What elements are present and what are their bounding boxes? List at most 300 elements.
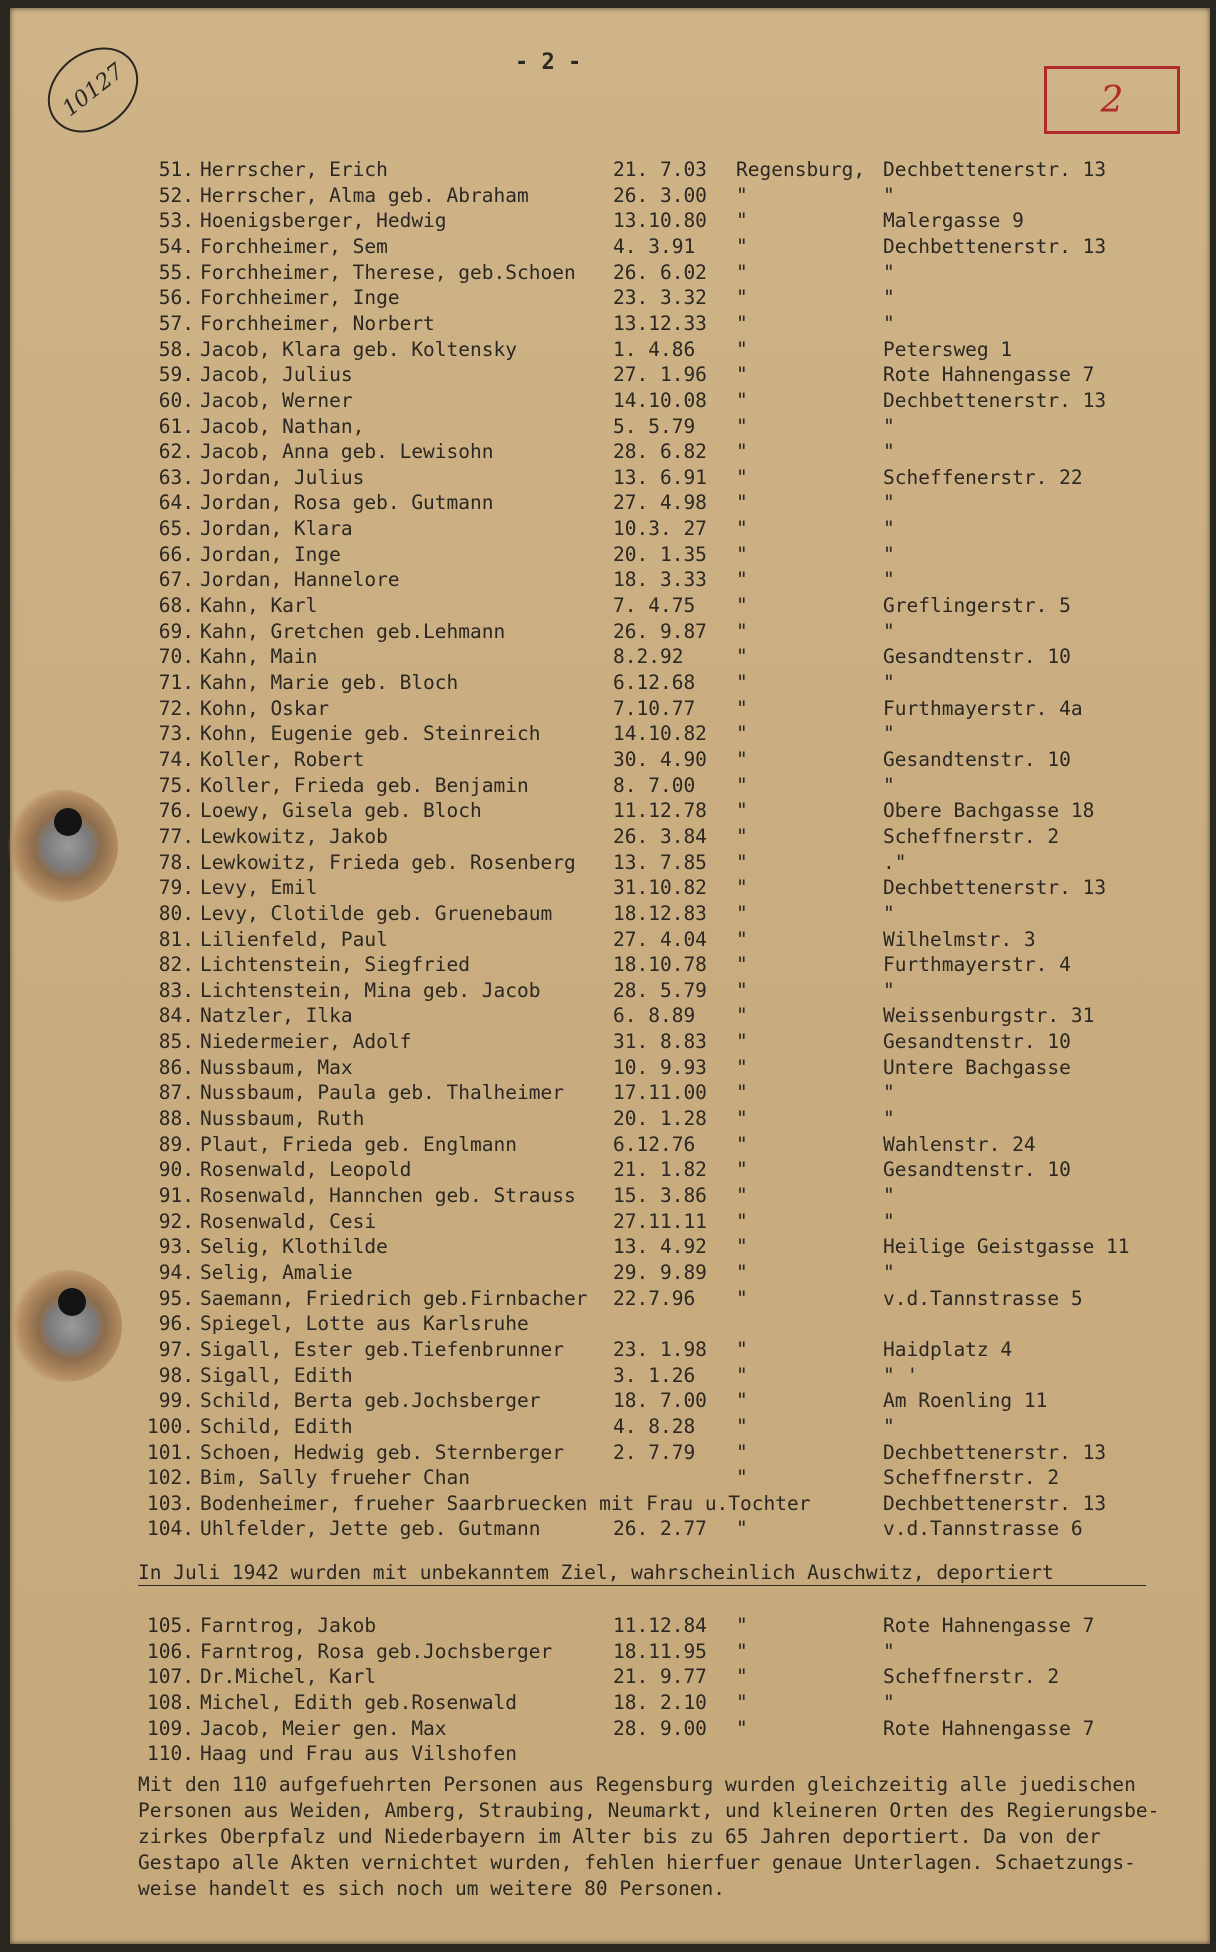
address: Dechbettenerstr. 13 xyxy=(883,1491,1107,1515)
address: Gesandtenstr. 10 xyxy=(883,747,1071,771)
entry-number: 82. xyxy=(158,953,194,977)
entry-number: 95. xyxy=(158,1286,194,1310)
entry-number: 84. xyxy=(158,1004,194,1028)
entry-number: 110. xyxy=(147,1742,194,1766)
address: Untere Bachgasse xyxy=(883,1055,1071,1079)
list-item xyxy=(10,415,1210,439)
list-item xyxy=(10,1517,1210,1541)
city: " xyxy=(736,1337,748,1361)
person-name: Uhlfelder, Jette geb. Gutmann xyxy=(200,1517,541,1541)
birth-date: 11.12.78 xyxy=(613,799,707,823)
entry-number: 53. xyxy=(158,209,194,233)
closing-line: zirkes Oberpfalz und Niederbayern im Alter bis zu 65 Jahren deportiert. Da von der xyxy=(138,1825,1101,1848)
birth-date: 17.11.00 xyxy=(613,1081,707,1105)
list-item xyxy=(10,1691,1210,1715)
city: " xyxy=(736,824,748,848)
birth-date: 14.10.82 xyxy=(613,722,707,746)
birth-date: 26. 2.77 xyxy=(613,1517,707,1541)
address: Dechbettenerstr. 13 xyxy=(883,1440,1107,1464)
city: " xyxy=(736,311,748,335)
city: " xyxy=(736,747,748,771)
address: Weissenburgstr. 31 xyxy=(883,1004,1095,1028)
box-number-stamp xyxy=(1044,66,1180,134)
city: " xyxy=(736,260,748,284)
person-name: Haag und Frau aus Vilshofen xyxy=(200,1742,517,1766)
birth-date: 18. 2.10 xyxy=(613,1690,707,1714)
entry-number: 76. xyxy=(158,799,194,823)
person-name: Jacob, Anna geb. Lewisohn xyxy=(200,440,494,464)
entry-number: 57. xyxy=(158,311,194,335)
address: " xyxy=(883,440,895,464)
person-name: Herrscher, Alma geb. Abraham xyxy=(200,183,529,207)
birth-date: 4. 3.91 xyxy=(613,234,696,258)
closing-line: Gestapo alle Akten vernichtet wurden, fehlen hierfuer genaue Unterlagen. Schaetzungs- xyxy=(138,1851,1136,1874)
list-item xyxy=(10,286,1210,310)
list-item xyxy=(10,466,1210,490)
person-name: Jacob, Nathan, xyxy=(200,414,365,438)
person-name: Rosenwald, Hannchen geb. Strauss xyxy=(200,1184,576,1207)
birth-date: 11.12.84 xyxy=(613,1614,707,1637)
address: Heilige Geistgasse 11 xyxy=(883,1235,1130,1259)
list-item xyxy=(10,722,1210,746)
entry-number: 67. xyxy=(158,568,194,592)
address: Dechbettenerstr. 13 xyxy=(883,876,1107,900)
list-item xyxy=(10,902,1210,926)
address: Dechbettenerstr. 13 xyxy=(883,388,1107,412)
address: " xyxy=(883,517,895,541)
entry-number: 97. xyxy=(158,1337,194,1361)
entry-number: 81. xyxy=(158,927,194,951)
person-name: Niedermeier, Adolf xyxy=(200,1030,412,1054)
person-name: Kahn, Marie geb. Bloch xyxy=(200,671,459,694)
city: " xyxy=(736,1639,748,1663)
list-item xyxy=(10,697,1210,721)
birth-date: 26. 9.87 xyxy=(613,619,707,643)
closing-paragraph xyxy=(138,1772,1198,1902)
list-item xyxy=(10,774,1210,798)
city: " xyxy=(736,1004,748,1028)
entry-number: 108. xyxy=(147,1690,194,1714)
birth-date: 26. 3.84 xyxy=(613,824,707,848)
person-name: Forchheimer, Sem xyxy=(200,234,388,258)
person-name: Kahn, Karl xyxy=(200,594,318,618)
list-item xyxy=(10,1466,1210,1490)
address: Haidplatz 4 xyxy=(883,1337,1013,1361)
list-item xyxy=(10,1492,1210,1516)
address: " xyxy=(883,722,895,746)
city: " xyxy=(736,1690,748,1714)
city: " xyxy=(736,1614,748,1637)
city: " xyxy=(736,1184,748,1207)
birth-date: 18.12.83 xyxy=(613,901,707,925)
person-name: Kohn, Eugenie geb. Steinreich xyxy=(200,722,541,746)
file-number-stamp xyxy=(31,30,155,150)
person-name: Spiegel, Lotte aus Karlsruhe xyxy=(200,1312,529,1336)
person-name: Lichtenstein, Mina geb. Jacob xyxy=(200,978,541,1002)
address: ." xyxy=(883,850,907,874)
person-name: Jacob, Klara geb. Koltensky xyxy=(200,337,517,361)
person-name: Kahn, Main xyxy=(200,645,318,669)
person-name: Nussbaum, Ruth xyxy=(200,1107,365,1131)
list-item xyxy=(10,261,1210,285)
address: Greflingerstr. 5 xyxy=(883,594,1071,618)
city: " xyxy=(736,542,748,566)
city: " xyxy=(736,337,748,361)
list-item xyxy=(10,1107,1210,1131)
person-name: Jacob, Julius xyxy=(200,363,353,387)
address: Wilhelmstr. 3 xyxy=(883,927,1036,951)
city: " xyxy=(736,388,748,412)
entry-number: 78. xyxy=(158,850,194,874)
person-name: Schoen, Hedwig geb. Sternberger xyxy=(200,1440,564,1464)
person-name: Kahn, Gretchen geb.Lehmann xyxy=(200,619,506,643)
city: " xyxy=(736,363,748,387)
entry-number: 106. xyxy=(147,1639,194,1663)
city: " xyxy=(736,901,748,925)
entry-number: 63. xyxy=(158,465,194,489)
address: " xyxy=(883,491,895,515)
birth-date: 20. 1.28 xyxy=(613,1107,707,1131)
birth-date: 28. 6.82 xyxy=(613,440,707,464)
person-name: Rosenwald, Leopold xyxy=(200,1158,412,1182)
person-name: Hoenigsberger, Hedwig xyxy=(200,209,447,233)
city: " xyxy=(736,722,748,746)
address: Gesandtenstr. 10 xyxy=(883,1030,1071,1054)
entry-number: 83. xyxy=(158,978,194,1002)
list-item xyxy=(10,1287,1210,1311)
birth-date: 23. 3.32 xyxy=(613,286,707,310)
city: " xyxy=(736,1389,748,1413)
city: " xyxy=(736,1363,748,1387)
person-name: Kohn, Oskar xyxy=(200,696,330,720)
closing-line: Mit den 110 aufgefuehrten Personen aus Regensburg wurden gleichzeitig alle juedischen xyxy=(138,1773,1136,1796)
entry-number: 86. xyxy=(158,1055,194,1079)
birth-date: 18.11.95 xyxy=(613,1639,707,1663)
entry-number: 92. xyxy=(158,1209,194,1233)
city: " xyxy=(736,183,748,207)
birth-date: 26. 6.02 xyxy=(613,260,707,284)
person-name: Koller, Robert xyxy=(200,747,365,771)
list-item xyxy=(10,1235,1210,1259)
entry-number: 87. xyxy=(158,1081,194,1105)
page-number: - 2 - xyxy=(515,50,582,75)
punch-hole xyxy=(10,1270,122,1382)
city: " xyxy=(736,1158,748,1182)
address: " xyxy=(883,1184,895,1207)
city: " xyxy=(736,799,748,823)
birth-date: 27. 1.96 xyxy=(613,363,707,387)
birth-date: 8. 7.00 xyxy=(613,773,696,797)
entry-number: 70. xyxy=(158,645,194,669)
file-number: 10127 xyxy=(57,58,129,122)
entry-number: 58. xyxy=(158,337,194,361)
city: " xyxy=(736,209,748,233)
entry-number: 66. xyxy=(158,542,194,566)
city: " xyxy=(736,645,748,669)
address: " xyxy=(883,1081,895,1105)
address: Scheffnerstr. 2 xyxy=(883,1466,1060,1490)
closing-line: weise handelt es sich noch um weitere 80 Personen. xyxy=(138,1877,725,1900)
address: " xyxy=(883,1260,895,1284)
list-item xyxy=(10,645,1210,669)
list-item xyxy=(10,1665,1210,1689)
birth-date: 6.12.68 xyxy=(613,671,696,694)
entry-number: 98. xyxy=(158,1363,194,1387)
person-name: Forchheimer, Inge xyxy=(200,286,400,310)
city: " xyxy=(736,1209,748,1233)
address: v.d.Tannstrasse 6 xyxy=(883,1517,1083,1541)
birth-date: 20. 1.35 xyxy=(613,542,707,566)
city: " xyxy=(736,1466,748,1490)
list-item xyxy=(10,235,1210,259)
address: Dechbettenerstr. 13 xyxy=(883,158,1107,181)
city: " xyxy=(736,1440,748,1464)
address: " xyxy=(883,619,895,643)
address: " xyxy=(883,542,895,566)
city: " xyxy=(736,876,748,900)
list-item xyxy=(10,1210,1210,1234)
person-name: Jordan, Hannelore xyxy=(200,568,400,592)
city: " xyxy=(736,465,748,489)
list-item xyxy=(10,1184,1210,1208)
address: " xyxy=(883,1107,895,1131)
entry-number: 80. xyxy=(158,901,194,925)
entry-number: 65. xyxy=(158,517,194,541)
person-name: Rosenwald, Cesi xyxy=(200,1209,377,1233)
person-name: Plaut, Frieda geb. Englmann xyxy=(200,1132,517,1156)
address: " xyxy=(883,311,895,335)
birth-date: 26. 3.00 xyxy=(613,183,707,207)
birth-date: 14.10.08 xyxy=(613,388,707,412)
list-item xyxy=(10,363,1210,387)
entry-number: 75. xyxy=(158,773,194,797)
person-name: Natzler, Ilka xyxy=(200,1004,353,1028)
address: " xyxy=(883,286,895,310)
person-name: Loewy, Gisela geb. Bloch xyxy=(200,799,482,823)
entry-number: 51. xyxy=(158,158,194,181)
list-item xyxy=(10,953,1210,977)
address: " xyxy=(883,1209,895,1233)
list-item xyxy=(10,799,1210,823)
list-item xyxy=(10,1261,1210,1285)
city: " xyxy=(736,1517,748,1541)
city: " xyxy=(736,1665,748,1689)
birth-date: 8.2.92 xyxy=(613,645,684,669)
person-name: Bodenheimer, frueher Saarbruecken mit Frau u.Tochter xyxy=(200,1491,811,1515)
person-name: Farntrog, Rosa geb.Jochsberger xyxy=(200,1639,553,1663)
person-name: Forchheimer, Therese, geb.Schoen xyxy=(200,260,576,284)
city: " xyxy=(736,671,748,694)
birth-date: 21. 7.03 xyxy=(613,158,707,181)
birth-date: 13. 4.92 xyxy=(613,1235,707,1259)
person-name: Jordan, Julius xyxy=(200,465,365,489)
list-item xyxy=(10,1441,1210,1465)
person-name: Lilienfeld, Paul xyxy=(200,927,388,951)
address: " xyxy=(883,568,895,592)
list-item xyxy=(10,979,1210,1003)
entry-number: 101. xyxy=(147,1440,194,1464)
person-name: Jacob, Meier gen. Max xyxy=(200,1716,447,1740)
address: " xyxy=(883,1690,895,1714)
city: " xyxy=(736,978,748,1002)
person-name: Forchheimer, Norbert xyxy=(200,311,435,335)
list-item xyxy=(10,1004,1210,1028)
person-name: Schild, Edith xyxy=(200,1414,353,1438)
city: " xyxy=(736,1081,748,1105)
entry-number: 105. xyxy=(147,1614,194,1637)
list-item xyxy=(10,1742,1210,1766)
entry-number: 69. xyxy=(158,619,194,643)
entry-number: 109. xyxy=(147,1716,194,1740)
birth-date: 29. 9.89 xyxy=(613,1260,707,1284)
birth-date: 2. 7.79 xyxy=(613,1440,696,1464)
list-item xyxy=(10,1133,1210,1157)
birth-date: 18. 7.00 xyxy=(613,1389,707,1413)
city: " xyxy=(736,517,748,541)
list-item xyxy=(10,338,1210,362)
birth-date: 22.7.96 xyxy=(613,1286,696,1310)
list-item xyxy=(10,184,1210,208)
birth-date: 7. 4.75 xyxy=(613,594,696,618)
address: " xyxy=(883,773,895,797)
birth-date: 18. 3.33 xyxy=(613,568,707,592)
punch-hole xyxy=(6,790,118,902)
birth-date: 28. 5.79 xyxy=(613,978,707,1002)
birth-date: 5. 5.79 xyxy=(613,414,696,438)
list-item xyxy=(10,1056,1210,1080)
address: " xyxy=(883,1639,895,1663)
person-name: Jordan, Rosa geb. Gutmann xyxy=(200,491,494,515)
list-item xyxy=(10,748,1210,772)
birth-date: 13. 6.91 xyxy=(613,465,707,489)
city: " xyxy=(736,696,748,720)
birth-date: 21. 1.82 xyxy=(613,1158,707,1182)
list-item xyxy=(10,158,1210,182)
birth-date: 27. 4.98 xyxy=(613,491,707,515)
entry-number: 71. xyxy=(158,671,194,694)
entry-number: 74. xyxy=(158,747,194,771)
city: " xyxy=(736,440,748,464)
entry-number: 68. xyxy=(158,594,194,618)
entry-number: 72. xyxy=(158,696,194,720)
entry-number: 89. xyxy=(158,1132,194,1156)
person-name: Dr.Michel, Karl xyxy=(200,1665,377,1689)
person-name: Sigall, Edith xyxy=(200,1363,353,1387)
person-name: Jacob, Werner xyxy=(200,388,353,412)
list-item xyxy=(10,312,1210,336)
city: " xyxy=(736,1107,748,1131)
person-name: Levy, Emil xyxy=(200,876,318,900)
birth-date: 27. 4.04 xyxy=(613,927,707,951)
birth-date: 27.11.11 xyxy=(613,1209,707,1233)
birth-date: 6. 8.89 xyxy=(613,1004,696,1028)
address: Scheffnerstr. 2 xyxy=(883,1665,1060,1689)
list-item xyxy=(10,1640,1210,1664)
birth-date: 23. 1.98 xyxy=(613,1337,707,1361)
address: Am Roenling 11 xyxy=(883,1389,1048,1413)
person-name: Nussbaum, Paula geb. Thalheimer xyxy=(200,1081,564,1105)
entry-number: 60. xyxy=(158,388,194,412)
birth-date: 13.10.80 xyxy=(613,209,707,233)
city: " xyxy=(736,953,748,977)
entry-number: 62. xyxy=(158,440,194,464)
entry-number: 96. xyxy=(158,1312,194,1336)
birth-date: 6.12.76 xyxy=(613,1132,696,1156)
address: " xyxy=(883,901,895,925)
entry-number: 99. xyxy=(158,1389,194,1413)
address: " xyxy=(883,1414,895,1438)
entry-number: 90. xyxy=(158,1158,194,1182)
address: Scheffenerstr. 22 xyxy=(883,465,1083,489)
list-item xyxy=(10,517,1210,541)
list-item xyxy=(10,594,1210,618)
address: " xyxy=(883,260,895,284)
person-name: Sigall, Ester geb.Tiefenbrunner xyxy=(200,1337,564,1361)
birth-date: 13.12.33 xyxy=(613,311,707,335)
birth-date: 4. 8.28 xyxy=(613,1414,696,1438)
address: Wahlenstr. 24 xyxy=(883,1132,1036,1156)
person-name: Nussbaum, Max xyxy=(200,1055,353,1079)
box-number: 2 xyxy=(1100,79,1124,121)
birth-date: 21. 9.77 xyxy=(613,1665,707,1689)
address: Rote Hahnengasse 7 xyxy=(883,1614,1095,1637)
person-name: Lichtenstein, Siegfried xyxy=(200,953,471,977)
city: " xyxy=(736,1414,748,1438)
address: Malergasse 9 xyxy=(883,209,1024,233)
city: " xyxy=(736,286,748,310)
city: " xyxy=(736,568,748,592)
person-name: Selig, Klothilde xyxy=(200,1235,388,1259)
person-name: Farntrog, Jakob xyxy=(200,1614,377,1637)
birth-date: 3. 1.26 xyxy=(613,1363,696,1387)
city: " xyxy=(736,1260,748,1284)
list-item xyxy=(10,1364,1210,1388)
list-item xyxy=(10,568,1210,592)
address: Dechbettenerstr. 13 xyxy=(883,234,1107,258)
address: Petersweg 1 xyxy=(883,337,1013,361)
list-item xyxy=(10,825,1210,849)
list-item xyxy=(10,209,1210,233)
list-item xyxy=(10,1312,1210,1336)
entry-number: 61. xyxy=(158,414,194,438)
address: Obere Bachgasse 18 xyxy=(883,799,1095,823)
list-item xyxy=(10,440,1210,464)
person-name: Selig, Amalie xyxy=(200,1260,353,1284)
person-name: Jordan, Inge xyxy=(200,542,341,566)
city: " xyxy=(736,619,748,643)
city: " xyxy=(736,594,748,618)
list-item xyxy=(10,1158,1210,1182)
entry-number: 52. xyxy=(158,183,194,207)
person-name: Lewkowitz, Jakob xyxy=(200,824,388,848)
entry-number: 54. xyxy=(158,234,194,258)
city: " xyxy=(736,850,748,874)
person-name: Saemann, Friedrich geb.Firnbacher xyxy=(200,1286,588,1310)
entry-number: 91. xyxy=(158,1184,194,1207)
address: " xyxy=(883,978,895,1002)
list-item xyxy=(10,1717,1210,1741)
entry-number: 55. xyxy=(158,260,194,284)
entry-number: 64. xyxy=(158,491,194,515)
entry-number: 59. xyxy=(158,363,194,387)
list-item xyxy=(10,543,1210,567)
city: Regensburg, xyxy=(736,158,866,181)
birth-date: 31.10.82 xyxy=(613,876,707,900)
entry-number: 85. xyxy=(158,1030,194,1054)
city: " xyxy=(736,1286,748,1310)
city: " xyxy=(736,414,748,438)
address: Furthmayerstr. 4 xyxy=(883,953,1071,977)
